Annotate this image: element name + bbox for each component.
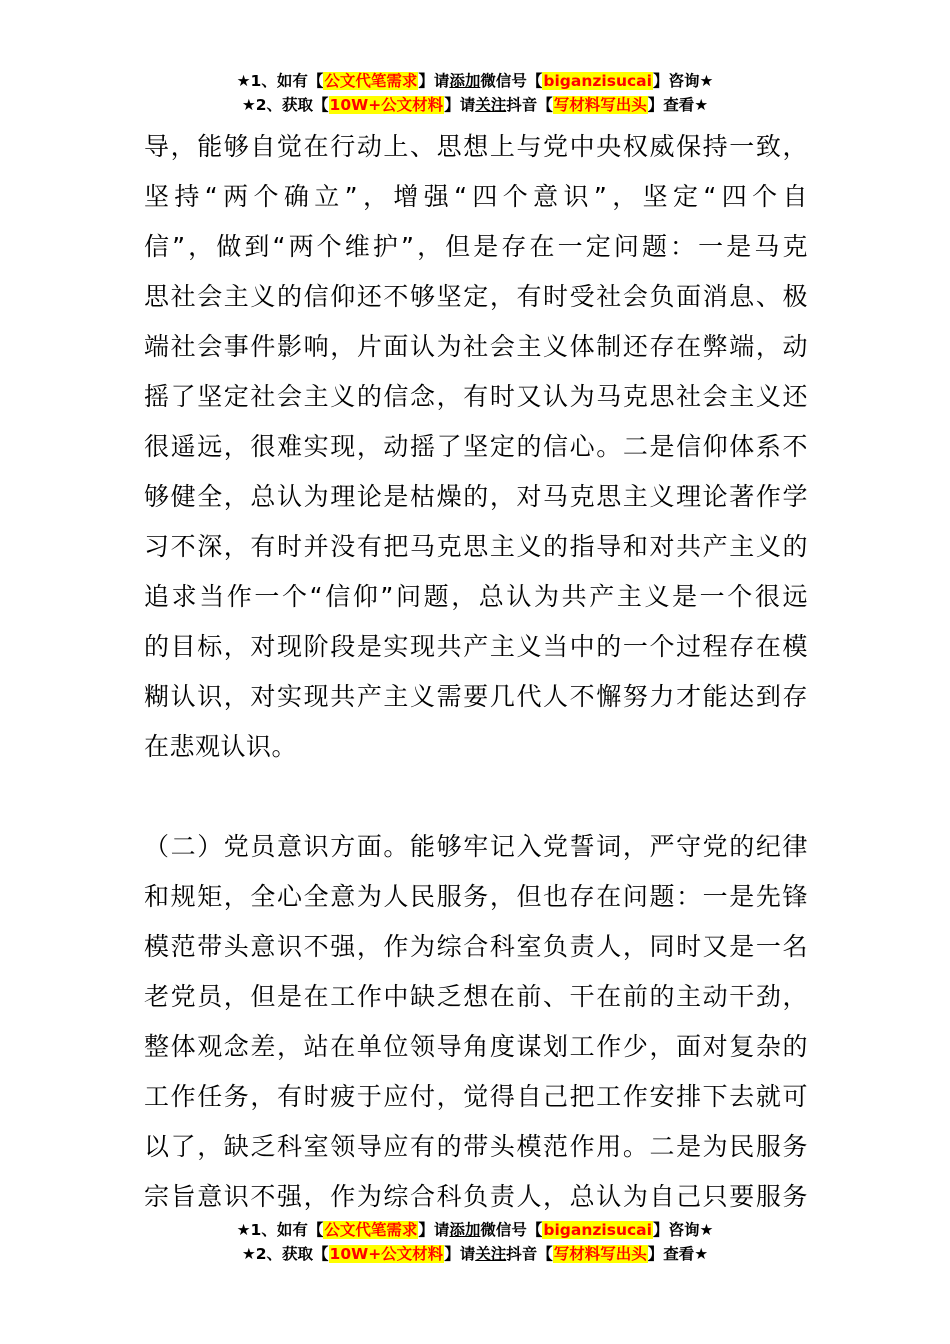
promo-text: 】请 (444, 1245, 476, 1263)
paragraph-line: 工作任务，有时疲于应付，觉得自己把工作安排下去就可 (144, 1082, 808, 1111)
paragraph-line: 在悲观认识。 (144, 732, 298, 761)
promo-line-2 (0, 1242, 950, 1266)
promo-highlight: biganzisucai (543, 1221, 652, 1239)
promo-highlight: 10W+公文材料 (329, 96, 444, 114)
paragraph-line: 和规矩，全心全意为人民服务，但也存在问题：一是先锋 (144, 882, 808, 911)
promo-line-2 (0, 93, 950, 117)
promo-highlight: 写材料写出头 (553, 96, 647, 114)
promo-text: 】查看★ (647, 1245, 709, 1263)
promo-text: 】咨询★ (652, 1221, 714, 1239)
promo-highlight: biganzisucai (543, 72, 652, 90)
paragraph-line: 糊认识，对实现共产主义需要几代人不懈努力才能达到存 (144, 682, 808, 711)
paragraph-line: 的目标，对现阶段是实现共产主义当中的一个过程存在模 (144, 632, 808, 661)
paragraph-line: 习不深，有时并没有把马克思主义的指导和对共产主义的 (144, 532, 808, 561)
paragraph-line: 追求当作一个“信仰”问题，总认为共产主义是一个很远 (144, 582, 808, 611)
promo-underlined: 添加 (449, 72, 481, 90)
promo-text: 抖音【 (506, 1245, 553, 1263)
paragraph-line: 端社会事件影响，片面认为社会主义体制还存在弊端，动 (144, 332, 808, 361)
paragraph-line: 摇了坚定社会主义的信念，有时又认为马克思社会主义还 (144, 382, 808, 411)
paragraph-line: 信”，做到“两个维护”，但是存在一定问题：一是马克 (144, 232, 808, 261)
promo-highlight: 公文代笔需求 (324, 72, 418, 90)
paragraph-line: 够健全，总认为理论是枯燥的，对马克思主义理论著作学 (144, 482, 808, 511)
promo-highlight: 写材料写出头 (553, 1245, 647, 1263)
promo-text: 微信号【 (480, 1221, 543, 1239)
promo-text: 抖音【 (506, 96, 553, 114)
document-body (144, 122, 808, 1222)
paragraph-1 (144, 122, 808, 772)
paragraph-spacer (144, 772, 808, 822)
paragraph-line: 整体观念差，站在单位领导角度谋划工作少，面对复杂的 (144, 1032, 808, 1061)
promo-line-1 (0, 1218, 950, 1242)
promo-underlined: 关注 (475, 96, 507, 114)
promo-text: 】请 (418, 1221, 450, 1239)
promo-text: ★1、如有【 (236, 72, 324, 90)
promo-text: 微信号【 (480, 72, 543, 90)
promo-text: 】查看★ (647, 96, 709, 114)
promo-text: ★2、获取【 (241, 1245, 329, 1263)
paragraph-line: 宗旨意识不强，作为综合科负责人，总认为自己只要服务 (144, 1182, 808, 1211)
promo-header-top (0, 69, 950, 117)
promo-text: ★2、获取【 (241, 96, 329, 114)
promo-text: 】咨询★ (652, 72, 714, 90)
paragraph-2 (144, 822, 808, 1222)
paragraph-line: 很遥远，很难实现，动摇了坚定的信心。二是信仰体系不 (144, 432, 808, 461)
paragraph-line: 思社会主义的信仰还不够坚定，有时受社会负面消息、极 (144, 282, 808, 311)
promo-underlined: 关注 (475, 1245, 507, 1263)
promo-footer-bottom (0, 1218, 950, 1266)
paragraph-line: 老党员，但是在工作中缺乏想在前、干在前的主动干劲， (144, 982, 808, 1011)
paragraph-line: 坚持“两个确立”，增强“四个意识”，坚定“四个自 (144, 182, 808, 211)
promo-highlight: 10W+公文材料 (329, 1245, 444, 1263)
promo-text: 】请 (418, 72, 450, 90)
promo-text: ★1、如有【 (236, 1221, 324, 1239)
promo-underlined: 添加 (449, 1221, 481, 1239)
paragraph-line: （二）党员意识方面。能够牢记入党誓词，严守党的纪律 (144, 832, 808, 861)
promo-line-1 (0, 69, 950, 93)
promo-text: 】请 (444, 96, 476, 114)
promo-highlight: 公文代笔需求 (324, 1221, 418, 1239)
paragraph-line: 模范带头意识不强，作为综合科室负责人，同时又是一名 (144, 932, 808, 961)
paragraph-line: 导，能够自觉在行动上、思想上与党中央权威保持一致， (144, 132, 808, 161)
paragraph-line: 以了，缺乏科室领导应有的带头模范作用。二是为民服务 (144, 1132, 808, 1161)
